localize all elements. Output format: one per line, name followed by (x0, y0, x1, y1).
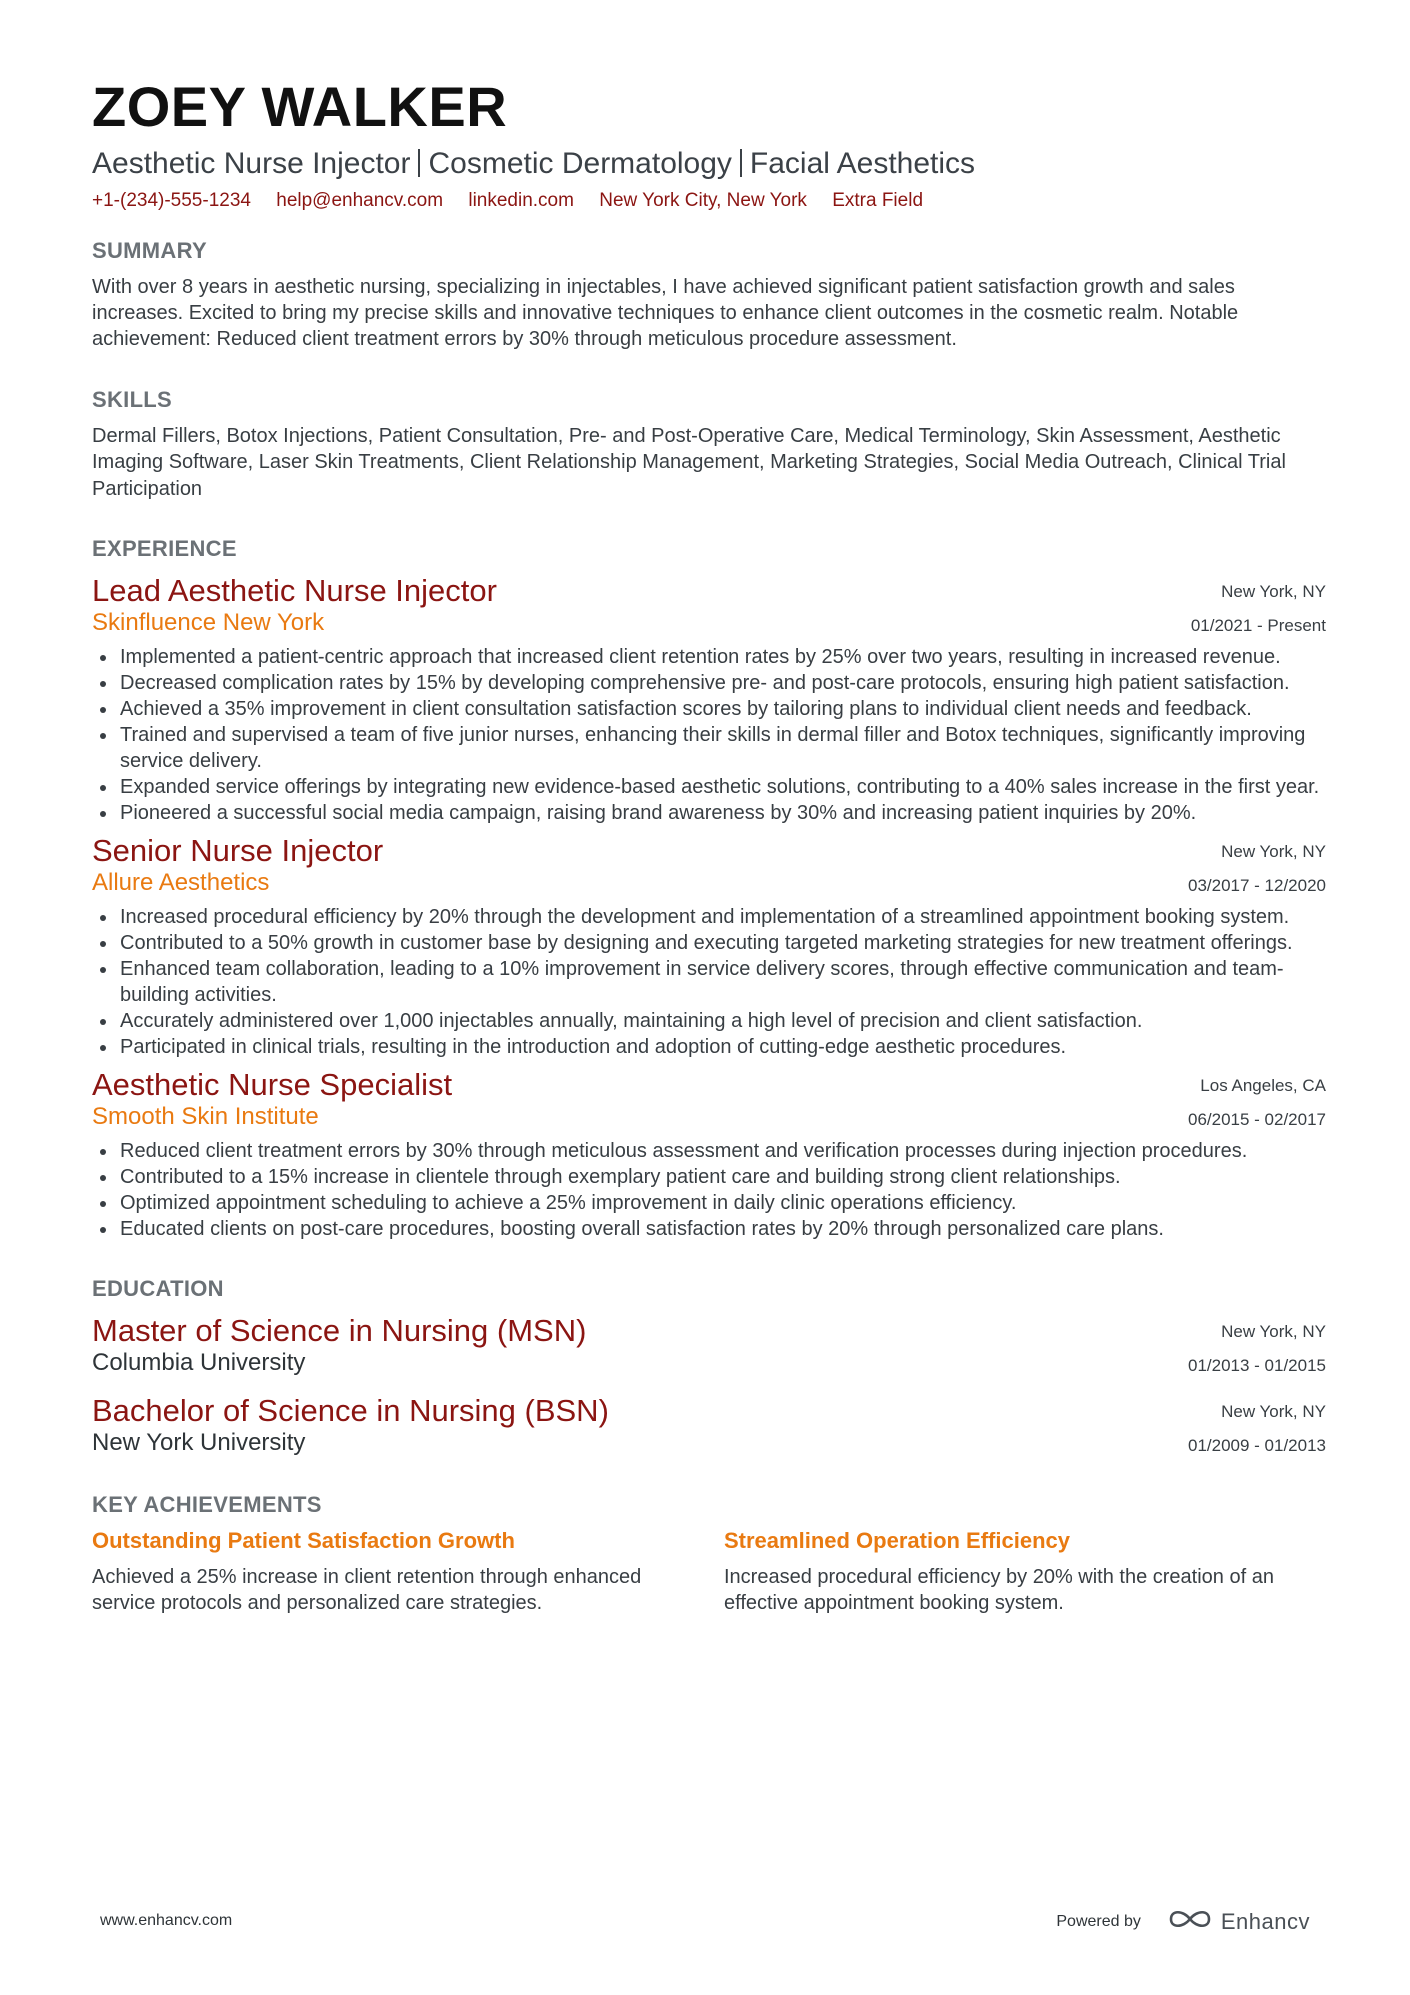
job-bullets (92, 904, 1326, 1060)
footer-website-link[interactable]: www.enhancv.com (100, 1912, 233, 1929)
entry-header (92, 832, 1326, 898)
education-dates: 01/2009 - 01/2013 (1187, 1435, 1326, 1455)
degree-title: Master of Science in Nursing (MSN) (92, 1312, 587, 1348)
company-name: Smooth Skin Institute (92, 1103, 319, 1131)
summary-heading: SUMMARY (92, 237, 207, 263)
degree-title: Bachelor of Science in Nursing (BSN) (92, 1392, 609, 1428)
experience-heading: EXPERIENCE (92, 535, 237, 561)
skills-text: Dermal Fillers, Botox Injections, Patient Consultation, Pre- and Post-Operative Care, Medical Terminology, Skin Assessment, Aesthetic Imaging Software, Laser Skin Treatments, Client Relationship Management, Marketing Strategies, Social Media Outreach, Clinical Trial Participation (92, 424, 1286, 500)
job-bullets (92, 1138, 1326, 1242)
experience-entry (92, 1066, 1326, 1242)
headline-part: Cosmetic Dermatology (428, 146, 732, 180)
list-item: Achieved a 35% improvement in client consultation satisfaction scores by tailoring plans to individual client needs and feedback. (92, 696, 1326, 722)
skills-heading: SKILLS (92, 386, 173, 412)
education-location: New York, NY (1221, 1321, 1326, 1341)
company-name: Skinfluence New York (92, 609, 325, 637)
footer-branding (1056, 1906, 1310, 1937)
list-item: Decreased complication rates by 15% by developing comprehensive pre- and post-care protocols, ensuring high patient satisfaction. (92, 670, 1326, 696)
job-location: New York, NY (1221, 841, 1326, 861)
education-dates: 01/2013 - 01/2015 (1187, 1355, 1326, 1375)
list-item: Increased procedural efficiency by 20% through the development and implementation of a streamlined appointment booking system. (92, 904, 1326, 930)
education-location: New York, NY (1221, 1401, 1326, 1421)
education-entry (92, 1392, 1326, 1458)
list-item: Pioneered a successful social media campaign, raising brand awareness by 30% and increasing patient inquiries by 20%. (92, 800, 1326, 826)
achievement-title: Outstanding Patient Satisfaction Growth (92, 1527, 515, 1553)
list-item: Expanded service offerings by integrating new evidence-based aesthetic solutions, contributing to a 40% sales increase in the first year. (92, 774, 1326, 800)
candidate-name: ZOEY WALKER (92, 75, 508, 138)
achievement-description: Increased procedural efficiency by 20% with the creation of an effective appointment booking system. (724, 1565, 1274, 1614)
list-item: Implemented a patient-centric approach that increased client retention rates by 25% over two years, resulting in increased revenue. (92, 644, 1326, 670)
education-entry (92, 1312, 1326, 1378)
list-item: Participated in clinical trials, resulting in the introduction and adoption of cutting-edge aesthetic procedures. (92, 1034, 1326, 1060)
contact-bar (92, 190, 1326, 212)
experience-entry (92, 832, 1326, 1060)
achievement-description: Achieved a 25% increase in client retention through enhanced service protocols and personalized care strategies. (92, 1565, 642, 1614)
job-bullets (92, 644, 1326, 826)
list-item: Reduced client treatment errors by 30% through meticulous assessment and verification processes during injection procedures. (92, 1138, 1326, 1164)
job-dates: 01/2021 - Present (1190, 615, 1326, 635)
job-title: Lead Aesthetic Nurse Injector (92, 572, 497, 608)
job-dates: 03/2017 - 12/2020 (1187, 875, 1326, 895)
page-footer (100, 1906, 1310, 1936)
achievement-title: Streamlined Operation Efficiency (724, 1527, 1070, 1553)
job-location: New York, NY (1221, 581, 1326, 601)
achievement-item (724, 1528, 1326, 1616)
job-title: Senior Nurse Injector (92, 832, 384, 868)
education-heading: EDUCATION (92, 1275, 224, 1301)
entry-header (92, 1312, 1326, 1378)
list-item: Contributed to a 15% increase in clientele through exemplary patient care and building strong client relationships. (92, 1164, 1326, 1190)
contact-phone[interactable]: +1-(234)-555-1234 (92, 189, 251, 211)
school-name: Columbia University (92, 1349, 306, 1377)
entry-header (92, 572, 1326, 638)
headline-divider (740, 149, 742, 177)
contact-email[interactable]: help@enhancv.com (276, 189, 444, 211)
list-item: Optimized appointment scheduling to achieve a 25% improvement in daily clinic operations efficiency. (92, 1190, 1326, 1216)
list-item: Educated clients on post-care procedures, boosting overall satisfaction rates by 20% through personalized care plans. (92, 1216, 1326, 1242)
list-item: Contributed to a 50% growth in customer base by designing and executing targeted marketing strategies for new treatment offerings. (92, 930, 1326, 956)
school-name: New York University (92, 1429, 306, 1457)
job-dates: 06/2015 - 02/2017 (1187, 1109, 1326, 1129)
headline-divider (418, 149, 420, 177)
job-location: Los Angeles, CA (1200, 1075, 1326, 1095)
brand-name[interactable]: Enhancv (1220, 1908, 1310, 1934)
headline-part: Aesthetic Nurse Injector (92, 146, 411, 180)
achievement-item (92, 1528, 658, 1616)
entry-header (92, 1392, 1326, 1458)
list-item: Accurately administered over 1,000 injectables annually, maintaining a high level of precision and client satisfaction. (92, 1008, 1326, 1034)
entry-header (92, 1066, 1326, 1132)
list-item: Trained and supervised a team of five junior nurses, enhancing their skills in dermal filler and Botox techniques, significantly improving service delivery. (92, 722, 1326, 774)
infinity-logo-icon (1167, 1906, 1213, 1937)
achievements-grid (92, 1528, 1326, 1616)
contact-linkedin[interactable]: linkedin.com (468, 189, 574, 211)
list-item: Enhanced team collaboration, leading to a 10% improvement in service delivery scores, through effective communication and team-building activities. (92, 956, 1326, 1008)
contact-extra: Extra Field (832, 189, 924, 211)
company-name: Allure Aesthetics (92, 869, 270, 897)
contact-location: New York City, New York (599, 189, 807, 211)
powered-by-label: Powered by (1056, 1912, 1141, 1930)
experience-entry (92, 572, 1326, 826)
job-title: Aesthetic Nurse Specialist (92, 1066, 453, 1102)
headline-part: Facial Aesthetics (749, 146, 976, 180)
headline (92, 146, 1326, 182)
summary-text: With over 8 years in aesthetic nursing, specializing in injectables, I have achieved significant patient satisfaction growth and sales increases. Excited to bring my precise skills and innovative techniques to enhance client outcomes in the cosmetic realm. Notable achievement: Reduced client treatment errors by 30% through meticulous procedure assessment. (92, 275, 1239, 351)
achievements-heading: KEY ACHIEVEMENTS (92, 1491, 322, 1517)
resume-content (92, 76, 1326, 1616)
